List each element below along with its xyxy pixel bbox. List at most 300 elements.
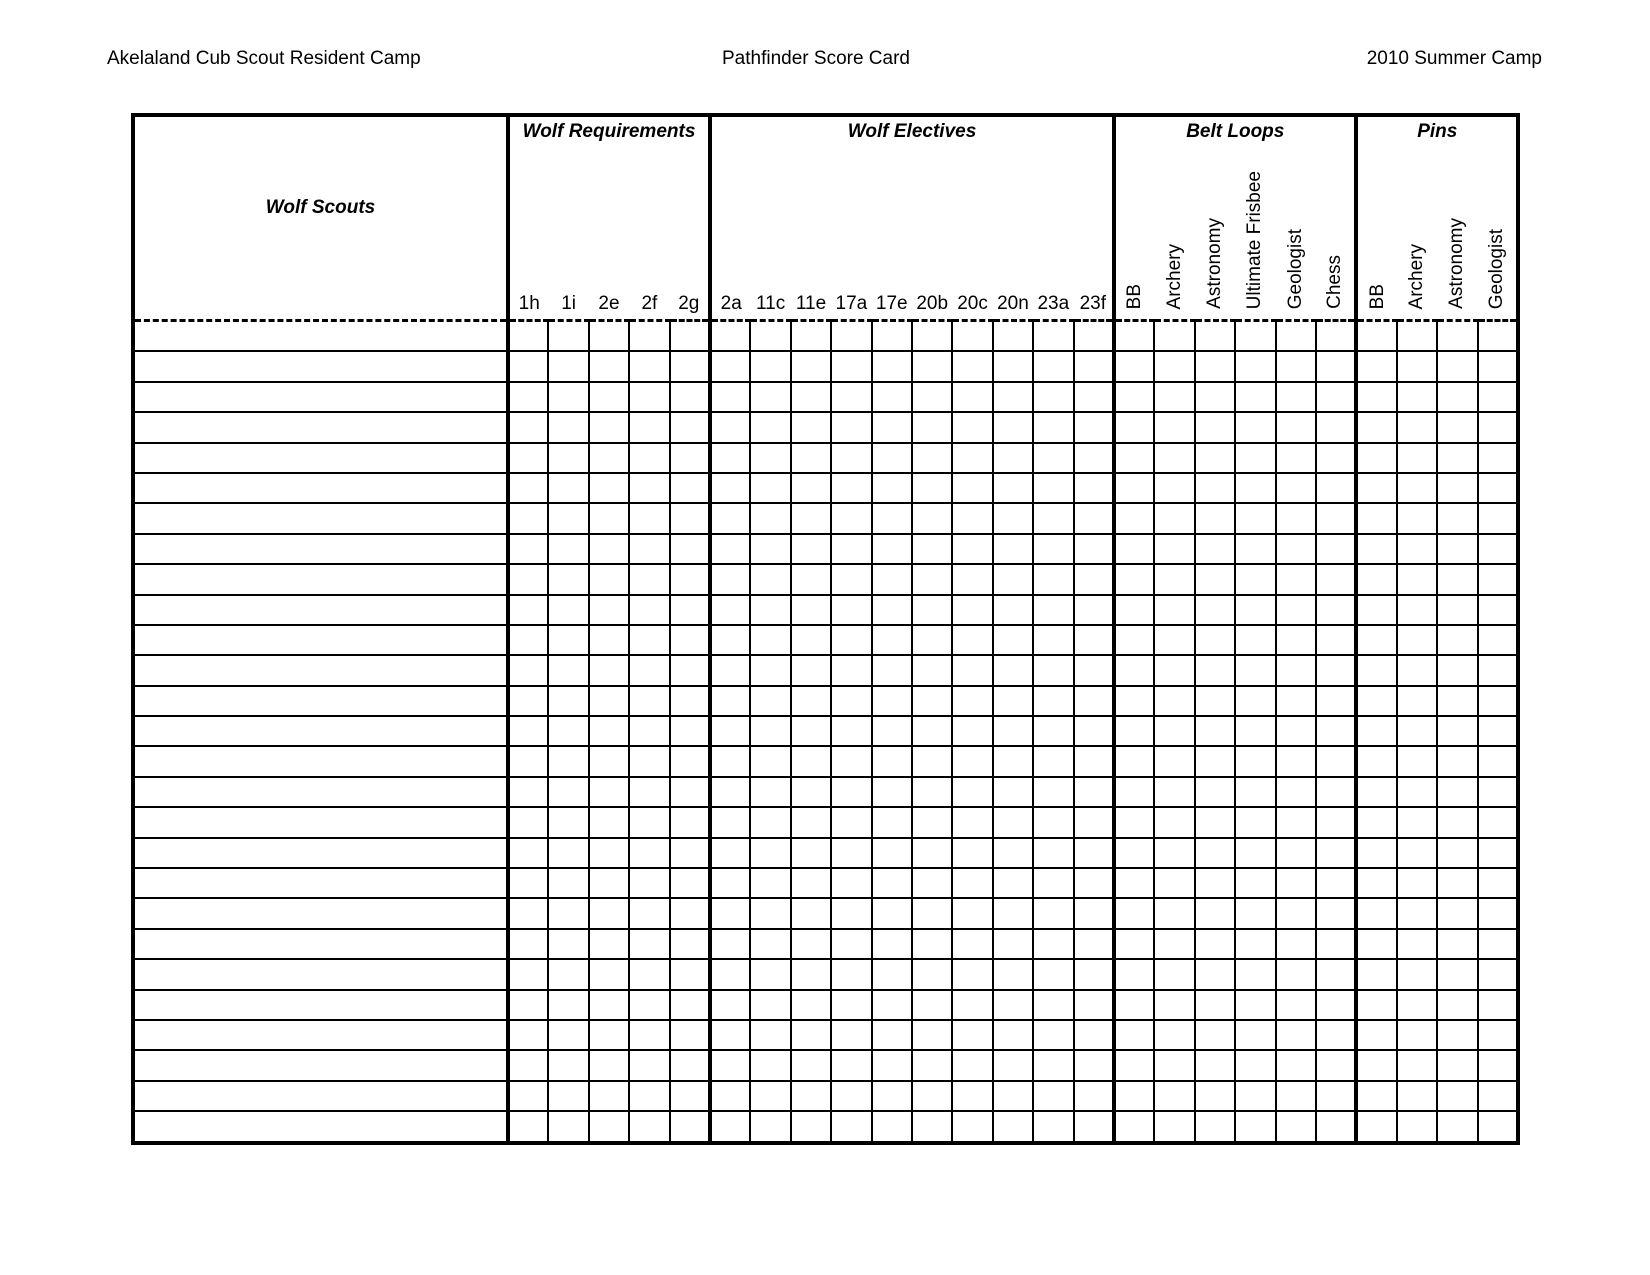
score-cell[interactable] — [508, 746, 548, 776]
score-cell[interactable] — [1154, 746, 1194, 776]
score-cell[interactable] — [1276, 959, 1316, 989]
score-cell[interactable] — [1397, 321, 1437, 352]
score-cell[interactable] — [1276, 777, 1316, 807]
score-cell[interactable] — [750, 655, 790, 685]
score-cell[interactable] — [1033, 443, 1073, 473]
score-cell[interactable] — [1437, 716, 1477, 746]
score-cell[interactable] — [1437, 990, 1477, 1020]
score-cell[interactable] — [831, 807, 871, 837]
score-cell[interactable] — [670, 382, 710, 412]
score-cell[interactable] — [1154, 534, 1194, 564]
score-cell[interactable] — [710, 929, 750, 959]
score-cell[interactable] — [993, 473, 1033, 503]
score-cell[interactable] — [1276, 990, 1316, 1020]
score-cell[interactable] — [1074, 412, 1115, 442]
score-cell[interactable] — [1033, 990, 1073, 1020]
score-cell[interactable] — [831, 382, 871, 412]
score-cell[interactable] — [791, 351, 831, 381]
score-cell[interactable] — [750, 503, 790, 533]
score-cell[interactable] — [508, 838, 548, 868]
score-cell[interactable] — [1033, 929, 1073, 959]
scout-name-cell[interactable] — [133, 777, 508, 807]
score-cell[interactable] — [1195, 959, 1235, 989]
score-cell[interactable] — [508, 534, 548, 564]
score-cell[interactable] — [1074, 959, 1115, 989]
score-cell[interactable] — [670, 443, 710, 473]
score-cell[interactable] — [710, 655, 750, 685]
score-cell[interactable] — [1316, 534, 1356, 564]
score-cell[interactable] — [670, 868, 710, 898]
score-cell[interactable] — [993, 595, 1033, 625]
score-cell[interactable] — [1195, 382, 1235, 412]
score-cell[interactable] — [1154, 351, 1194, 381]
score-cell[interactable] — [1478, 807, 1518, 837]
score-cell[interactable] — [831, 412, 871, 442]
score-cell[interactable] — [1478, 321, 1518, 352]
score-cell[interactable] — [670, 807, 710, 837]
score-cell[interactable] — [1154, 625, 1194, 655]
score-cell[interactable] — [710, 686, 750, 716]
score-cell[interactable] — [670, 595, 710, 625]
score-cell[interactable] — [589, 898, 629, 928]
score-cell[interactable] — [1114, 625, 1154, 655]
score-cell[interactable] — [1276, 443, 1316, 473]
score-cell[interactable] — [1478, 746, 1518, 776]
score-cell[interactable] — [952, 838, 992, 868]
score-cell[interactable] — [1235, 503, 1275, 533]
score-cell[interactable] — [1397, 595, 1437, 625]
score-cell[interactable] — [952, 807, 992, 837]
score-cell[interactable] — [952, 1111, 992, 1142]
score-cell[interactable] — [1074, 655, 1115, 685]
score-cell[interactable] — [750, 1081, 790, 1111]
score-cell[interactable] — [1114, 716, 1154, 746]
score-cell[interactable] — [1478, 595, 1518, 625]
score-cell[interactable] — [952, 1050, 992, 1080]
score-cell[interactable] — [1356, 716, 1396, 746]
score-cell[interactable] — [1276, 716, 1316, 746]
score-cell[interactable] — [952, 443, 992, 473]
score-cell[interactable] — [508, 716, 548, 746]
score-cell[interactable] — [750, 990, 790, 1020]
score-cell[interactable] — [791, 321, 831, 352]
score-cell[interactable] — [912, 777, 952, 807]
score-cell[interactable] — [831, 1111, 871, 1142]
score-cell[interactable] — [1195, 412, 1235, 442]
scout-name-cell[interactable] — [133, 382, 508, 412]
score-cell[interactable] — [872, 534, 912, 564]
score-cell[interactable] — [1154, 382, 1194, 412]
score-cell[interactable] — [1235, 898, 1275, 928]
score-cell[interactable] — [1033, 503, 1073, 533]
score-cell[interactable] — [1195, 838, 1235, 868]
score-cell[interactable] — [629, 473, 669, 503]
score-cell[interactable] — [1397, 898, 1437, 928]
score-cell[interactable] — [1033, 1111, 1073, 1142]
score-cell[interactable] — [1195, 595, 1235, 625]
score-cell[interactable] — [1478, 655, 1518, 685]
score-cell[interactable] — [750, 564, 790, 594]
score-cell[interactable] — [629, 990, 669, 1020]
score-cell[interactable] — [508, 929, 548, 959]
score-cell[interactable] — [589, 1050, 629, 1080]
score-cell[interactable] — [670, 655, 710, 685]
score-cell[interactable] — [1478, 625, 1518, 655]
score-cell[interactable] — [1114, 351, 1154, 381]
score-cell[interactable] — [750, 473, 790, 503]
score-cell[interactable] — [548, 1081, 588, 1111]
score-cell[interactable] — [710, 503, 750, 533]
score-cell[interactable] — [1356, 1111, 1396, 1142]
score-cell[interactable] — [831, 503, 871, 533]
score-cell[interactable] — [508, 351, 548, 381]
scout-name-cell[interactable] — [133, 716, 508, 746]
score-cell[interactable] — [1074, 595, 1115, 625]
score-cell[interactable] — [1154, 503, 1194, 533]
score-cell[interactable] — [952, 746, 992, 776]
score-cell[interactable] — [1356, 534, 1396, 564]
score-cell[interactable] — [710, 1081, 750, 1111]
score-cell[interactable] — [912, 625, 952, 655]
score-cell[interactable] — [1437, 1081, 1477, 1111]
score-cell[interactable] — [629, 807, 669, 837]
score-cell[interactable] — [1316, 1050, 1356, 1080]
score-cell[interactable] — [629, 838, 669, 868]
scout-name-cell[interactable] — [133, 898, 508, 928]
score-cell[interactable] — [1397, 382, 1437, 412]
score-cell[interactable] — [1195, 1081, 1235, 1111]
score-cell[interactable] — [1154, 898, 1194, 928]
score-cell[interactable] — [1276, 382, 1316, 412]
scout-name-cell[interactable] — [133, 595, 508, 625]
score-cell[interactable] — [993, 929, 1033, 959]
score-cell[interactable] — [1356, 503, 1396, 533]
score-cell[interactable] — [1235, 655, 1275, 685]
score-cell[interactable] — [670, 351, 710, 381]
score-cell[interactable] — [1154, 1111, 1194, 1142]
score-cell[interactable] — [831, 655, 871, 685]
score-cell[interactable] — [872, 321, 912, 352]
score-cell[interactable] — [1356, 564, 1396, 594]
score-cell[interactable] — [1397, 716, 1437, 746]
score-cell[interactable] — [710, 473, 750, 503]
score-cell[interactable] — [548, 746, 588, 776]
score-cell[interactable] — [1195, 746, 1235, 776]
score-cell[interactable] — [1437, 777, 1477, 807]
score-cell[interactable] — [1114, 807, 1154, 837]
score-cell[interactable] — [1033, 1081, 1073, 1111]
score-cell[interactable] — [1397, 625, 1437, 655]
score-cell[interactable] — [548, 777, 588, 807]
score-cell[interactable] — [1114, 412, 1154, 442]
score-cell[interactable] — [831, 473, 871, 503]
score-cell[interactable] — [993, 503, 1033, 533]
score-cell[interactable] — [1356, 351, 1396, 381]
score-cell[interactable] — [791, 473, 831, 503]
score-cell[interactable] — [1276, 595, 1316, 625]
score-cell[interactable] — [912, 746, 952, 776]
score-cell[interactable] — [831, 959, 871, 989]
score-cell[interactable] — [1397, 564, 1437, 594]
score-cell[interactable] — [548, 990, 588, 1020]
score-cell[interactable] — [1235, 443, 1275, 473]
score-cell[interactable] — [872, 929, 912, 959]
score-cell[interactable] — [1478, 473, 1518, 503]
score-cell[interactable] — [1356, 473, 1396, 503]
score-cell[interactable] — [1478, 1111, 1518, 1142]
score-cell[interactable] — [548, 686, 588, 716]
score-cell[interactable] — [589, 503, 629, 533]
scout-name-cell[interactable] — [133, 412, 508, 442]
score-cell[interactable] — [1316, 898, 1356, 928]
score-cell[interactable] — [993, 1111, 1033, 1142]
score-cell[interactable] — [750, 868, 790, 898]
score-cell[interactable] — [548, 929, 588, 959]
score-cell[interactable] — [1397, 868, 1437, 898]
score-cell[interactable] — [1235, 838, 1275, 868]
score-cell[interactable] — [912, 807, 952, 837]
score-cell[interactable] — [1316, 990, 1356, 1020]
score-cell[interactable] — [872, 1050, 912, 1080]
score-cell[interactable] — [1397, 686, 1437, 716]
scout-name-cell[interactable] — [133, 686, 508, 716]
score-cell[interactable] — [1437, 625, 1477, 655]
score-cell[interactable] — [670, 625, 710, 655]
score-cell[interactable] — [629, 686, 669, 716]
score-cell[interactable] — [670, 959, 710, 989]
score-cell[interactable] — [1235, 990, 1275, 1020]
score-cell[interactable] — [872, 473, 912, 503]
score-cell[interactable] — [1235, 959, 1275, 989]
score-cell[interactable] — [589, 473, 629, 503]
scout-name-cell[interactable] — [133, 746, 508, 776]
score-cell[interactable] — [993, 1020, 1033, 1050]
score-cell[interactable] — [1235, 746, 1275, 776]
score-cell[interactable] — [1316, 321, 1356, 352]
score-cell[interactable] — [710, 443, 750, 473]
score-cell[interactable] — [1356, 321, 1396, 352]
score-cell[interactable] — [1356, 382, 1396, 412]
score-cell[interactable] — [1316, 1111, 1356, 1142]
score-cell[interactable] — [1478, 838, 1518, 868]
score-cell[interactable] — [1397, 929, 1437, 959]
score-cell[interactable] — [710, 716, 750, 746]
score-cell[interactable] — [710, 412, 750, 442]
score-cell[interactable] — [1154, 443, 1194, 473]
score-cell[interactable] — [791, 990, 831, 1020]
score-cell[interactable] — [670, 1020, 710, 1050]
score-cell[interactable] — [912, 686, 952, 716]
score-cell[interactable] — [1195, 321, 1235, 352]
score-cell[interactable] — [1235, 473, 1275, 503]
score-cell[interactable] — [670, 321, 710, 352]
score-cell[interactable] — [912, 1020, 952, 1050]
score-cell[interactable] — [1033, 351, 1073, 381]
scout-name-cell[interactable] — [133, 625, 508, 655]
score-cell[interactable] — [952, 595, 992, 625]
score-cell[interactable] — [1478, 1050, 1518, 1080]
scout-name-cell[interactable] — [133, 990, 508, 1020]
score-cell[interactable] — [1235, 1050, 1275, 1080]
score-cell[interactable] — [1235, 595, 1275, 625]
score-cell[interactable] — [710, 898, 750, 928]
score-cell[interactable] — [508, 990, 548, 1020]
score-cell[interactable] — [670, 564, 710, 594]
score-cell[interactable] — [872, 351, 912, 381]
score-cell[interactable] — [952, 351, 992, 381]
score-cell[interactable] — [1074, 503, 1115, 533]
score-cell[interactable] — [548, 1050, 588, 1080]
score-cell[interactable] — [791, 746, 831, 776]
score-cell[interactable] — [1397, 990, 1437, 1020]
score-cell[interactable] — [872, 686, 912, 716]
score-cell[interactable] — [1235, 351, 1275, 381]
score-cell[interactable] — [831, 990, 871, 1020]
score-cell[interactable] — [1356, 838, 1396, 868]
score-cell[interactable] — [1195, 990, 1235, 1020]
score-cell[interactable] — [1074, 777, 1115, 807]
score-cell[interactable] — [791, 959, 831, 989]
score-cell[interactable] — [1114, 746, 1154, 776]
score-cell[interactable] — [1074, 351, 1115, 381]
score-cell[interactable] — [1356, 625, 1396, 655]
score-cell[interactable] — [912, 595, 952, 625]
score-cell[interactable] — [952, 625, 992, 655]
score-cell[interactable] — [1276, 1020, 1316, 1050]
score-cell[interactable] — [872, 716, 912, 746]
score-cell[interactable] — [1195, 351, 1235, 381]
score-cell[interactable] — [670, 777, 710, 807]
score-cell[interactable] — [1356, 807, 1396, 837]
score-cell[interactable] — [508, 564, 548, 594]
score-cell[interactable] — [1397, 1020, 1437, 1050]
score-cell[interactable] — [912, 716, 952, 746]
score-cell[interactable] — [1316, 412, 1356, 442]
score-cell[interactable] — [791, 655, 831, 685]
score-cell[interactable] — [1114, 1111, 1154, 1142]
score-cell[interactable] — [710, 625, 750, 655]
score-cell[interactable] — [1154, 990, 1194, 1020]
score-cell[interactable] — [1478, 686, 1518, 716]
score-cell[interactable] — [952, 898, 992, 928]
score-cell[interactable] — [831, 595, 871, 625]
score-cell[interactable] — [1235, 716, 1275, 746]
score-cell[interactable] — [791, 1050, 831, 1080]
score-cell[interactable] — [791, 868, 831, 898]
score-cell[interactable] — [1276, 929, 1316, 959]
score-cell[interactable] — [1397, 503, 1437, 533]
score-cell[interactable] — [1033, 382, 1073, 412]
score-cell[interactable] — [993, 1050, 1033, 1080]
score-cell[interactable] — [548, 443, 588, 473]
score-cell[interactable] — [1235, 868, 1275, 898]
score-cell[interactable] — [548, 655, 588, 685]
score-cell[interactable] — [1033, 1020, 1073, 1050]
score-cell[interactable] — [589, 534, 629, 564]
score-cell[interactable] — [710, 1050, 750, 1080]
scout-name-cell[interactable] — [133, 1111, 508, 1142]
score-cell[interactable] — [750, 321, 790, 352]
score-cell[interactable] — [993, 625, 1033, 655]
score-cell[interactable] — [791, 564, 831, 594]
score-cell[interactable] — [629, 1111, 669, 1142]
score-cell[interactable] — [1356, 777, 1396, 807]
score-cell[interactable] — [1074, 1050, 1115, 1080]
score-cell[interactable] — [872, 746, 912, 776]
score-cell[interactable] — [629, 564, 669, 594]
score-cell[interactable] — [750, 777, 790, 807]
score-cell[interactable] — [629, 777, 669, 807]
score-cell[interactable] — [993, 807, 1033, 837]
score-cell[interactable] — [1356, 1020, 1396, 1050]
score-cell[interactable] — [1478, 868, 1518, 898]
score-cell[interactable] — [1114, 473, 1154, 503]
score-cell[interactable] — [1437, 412, 1477, 442]
score-cell[interactable] — [993, 716, 1033, 746]
score-cell[interactable] — [1276, 473, 1316, 503]
score-cell[interactable] — [993, 990, 1033, 1020]
score-cell[interactable] — [1437, 686, 1477, 716]
score-cell[interactable] — [750, 807, 790, 837]
scout-name-cell[interactable] — [133, 1081, 508, 1111]
score-cell[interactable] — [508, 595, 548, 625]
score-cell[interactable] — [1114, 321, 1154, 352]
score-cell[interactable] — [750, 716, 790, 746]
score-cell[interactable] — [548, 382, 588, 412]
score-cell[interactable] — [589, 1111, 629, 1142]
score-cell[interactable] — [1356, 412, 1396, 442]
score-cell[interactable] — [831, 898, 871, 928]
score-cell[interactable] — [912, 655, 952, 685]
score-cell[interactable] — [1356, 990, 1396, 1020]
score-cell[interactable] — [791, 503, 831, 533]
score-cell[interactable] — [1033, 868, 1073, 898]
score-cell[interactable] — [1437, 898, 1477, 928]
score-cell[interactable] — [710, 595, 750, 625]
score-cell[interactable] — [589, 382, 629, 412]
score-cell[interactable] — [912, 1111, 952, 1142]
score-cell[interactable] — [1316, 686, 1356, 716]
score-cell[interactable] — [1033, 898, 1073, 928]
score-cell[interactable] — [1276, 686, 1316, 716]
score-cell[interactable] — [1397, 807, 1437, 837]
score-cell[interactable] — [670, 503, 710, 533]
score-cell[interactable] — [831, 1020, 871, 1050]
score-cell[interactable] — [1356, 868, 1396, 898]
score-cell[interactable] — [1478, 412, 1518, 442]
score-cell[interactable] — [952, 929, 992, 959]
score-cell[interactable] — [1114, 382, 1154, 412]
score-cell[interactable] — [589, 625, 629, 655]
score-cell[interactable] — [1356, 746, 1396, 776]
score-cell[interactable] — [710, 868, 750, 898]
score-cell[interactable] — [1033, 716, 1073, 746]
score-cell[interactable] — [831, 746, 871, 776]
score-cell[interactable] — [629, 382, 669, 412]
score-cell[interactable] — [548, 595, 588, 625]
score-cell[interactable] — [791, 1020, 831, 1050]
score-cell[interactable] — [1033, 959, 1073, 989]
score-cell[interactable] — [831, 777, 871, 807]
score-cell[interactable] — [1033, 777, 1073, 807]
score-cell[interactable] — [1276, 625, 1316, 655]
score-cell[interactable] — [710, 807, 750, 837]
scout-name-cell[interactable] — [133, 959, 508, 989]
score-cell[interactable] — [1397, 746, 1437, 776]
score-cell[interactable] — [548, 838, 588, 868]
score-cell[interactable] — [831, 868, 871, 898]
score-cell[interactable] — [670, 534, 710, 564]
